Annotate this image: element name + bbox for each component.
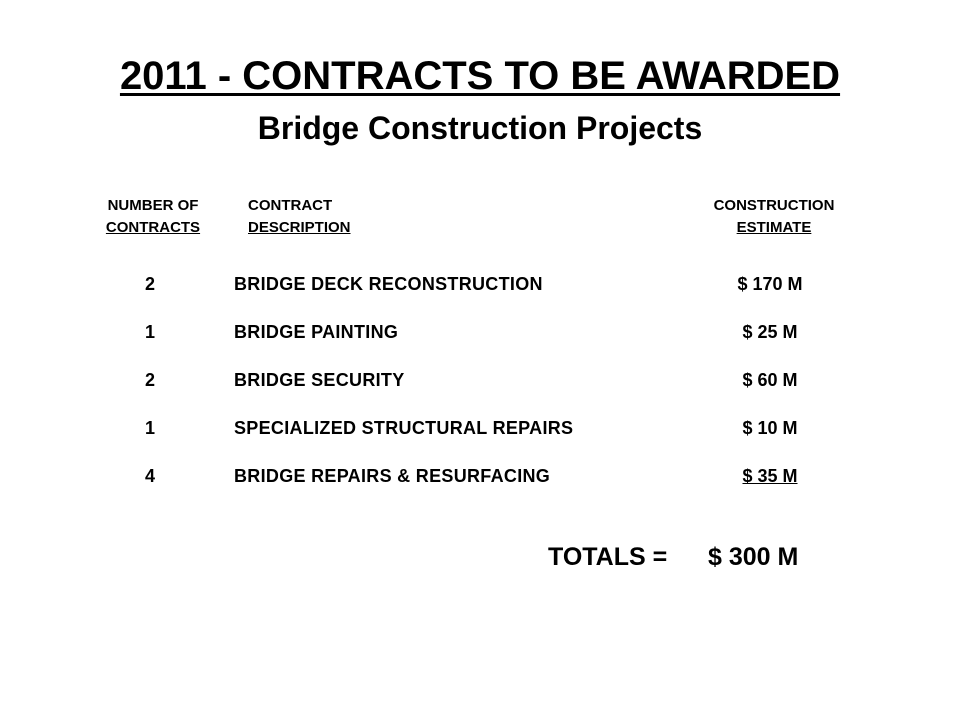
contract-count: 1: [144, 322, 155, 342]
contract-description: BRIDGE REPAIRS & RESURFACING: [234, 466, 551, 486]
header-description-line2: DESCRIPTION: [248, 219, 351, 236]
table-row: [0, 320, 960, 344]
contract-count: 2: [144, 274, 155, 294]
table-row: [0, 416, 960, 440]
contract-description: BRIDGE SECURITY: [234, 370, 405, 390]
construction-estimate: $ 10 M: [742, 418, 798, 438]
totals-value: $ 300 M: [708, 543, 799, 571]
header-description-line1: CONTRACT: [248, 197, 333, 214]
construction-estimate: $ 60 M: [742, 370, 798, 390]
header-number-of-contracts: [92, 195, 214, 239]
contract-count: 4: [144, 466, 155, 486]
construction-estimate: $ 35 M: [742, 466, 798, 486]
contract-count: 2: [144, 370, 155, 390]
header-estimate-line1: CONSTRUCTION: [713, 197, 835, 214]
header-construction-estimate: [694, 195, 854, 239]
header-contract-description: [248, 195, 448, 239]
header-number-line2: CONTRACTS: [105, 219, 201, 236]
construction-estimate: $ 25 M: [742, 322, 798, 342]
table-row: [0, 464, 960, 488]
totals-label: TOTALS =: [548, 543, 668, 571]
table-row: [0, 368, 960, 392]
header-number-line1: NUMBER OF: [107, 197, 199, 214]
header-estimate-line2: ESTIMATE: [736, 219, 812, 236]
contract-description: BRIDGE DECK RECONSTRUCTION: [234, 274, 543, 294]
construction-estimate: $ 170 M: [737, 274, 803, 294]
table-row: [0, 272, 960, 296]
contract-count: 1: [144, 418, 155, 438]
page-title: 2011 - CONTRACTS TO BE AWARDED: [119, 54, 841, 98]
contract-description: BRIDGE PAINTING: [234, 322, 399, 342]
contract-description: SPECIALIZED STRUCTURAL REPAIRS: [234, 418, 574, 438]
page-subtitle: Bridge Construction Projects: [257, 110, 703, 146]
